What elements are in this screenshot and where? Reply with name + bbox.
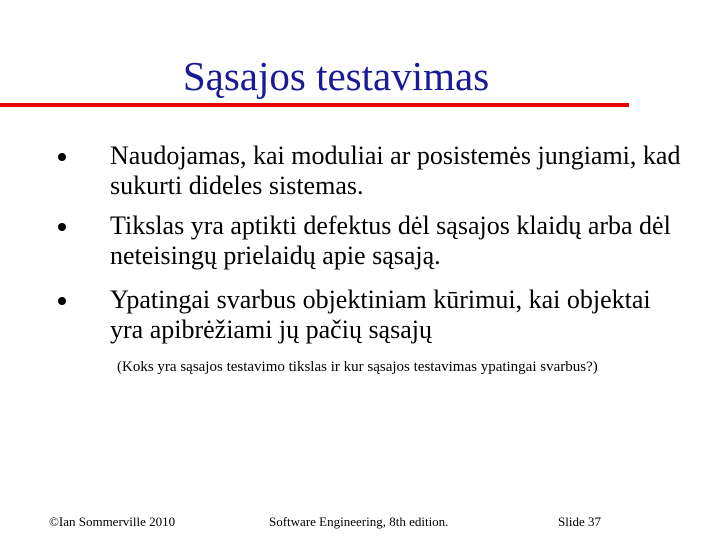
bullet-text: Tikslas yra aptikti defektus dėl sąsajos klaidų arba dėl neteisingų prielaidų apie sąsają.	[110, 211, 671, 270]
bullet-text: Naudojamas, kai moduliai ar posistemės jungiami, kad sukurti dideles sistemas.	[110, 141, 681, 200]
bullet-dot-icon	[58, 223, 66, 231]
footer-book-title: Software Engineering, 8th edition.	[269, 514, 449, 529]
bullet-dot-icon	[58, 297, 66, 305]
bullet-item	[0, 285, 690, 345]
bullet-text: Ypatingai svarbus objektiniam kūrimui, kai objektai yra apibrėžiami jų pačių sąsajų	[110, 285, 651, 344]
review-question: (Koks yra sąsajos testavimo tikslas ir kur sąsajos testavimas ypatingai svarbus?)	[117, 359, 598, 375]
bullet-item	[0, 141, 690, 201]
bullet-dot-icon	[58, 153, 66, 161]
title-underline	[0, 103, 629, 107]
slide-title: Sąsajos testavimas	[182, 53, 490, 99]
bullet-item	[0, 211, 710, 271]
footer-copyright: ©Ian Sommerville 2010	[49, 514, 176, 529]
footer-slide-number: Slide 37	[558, 514, 601, 529]
